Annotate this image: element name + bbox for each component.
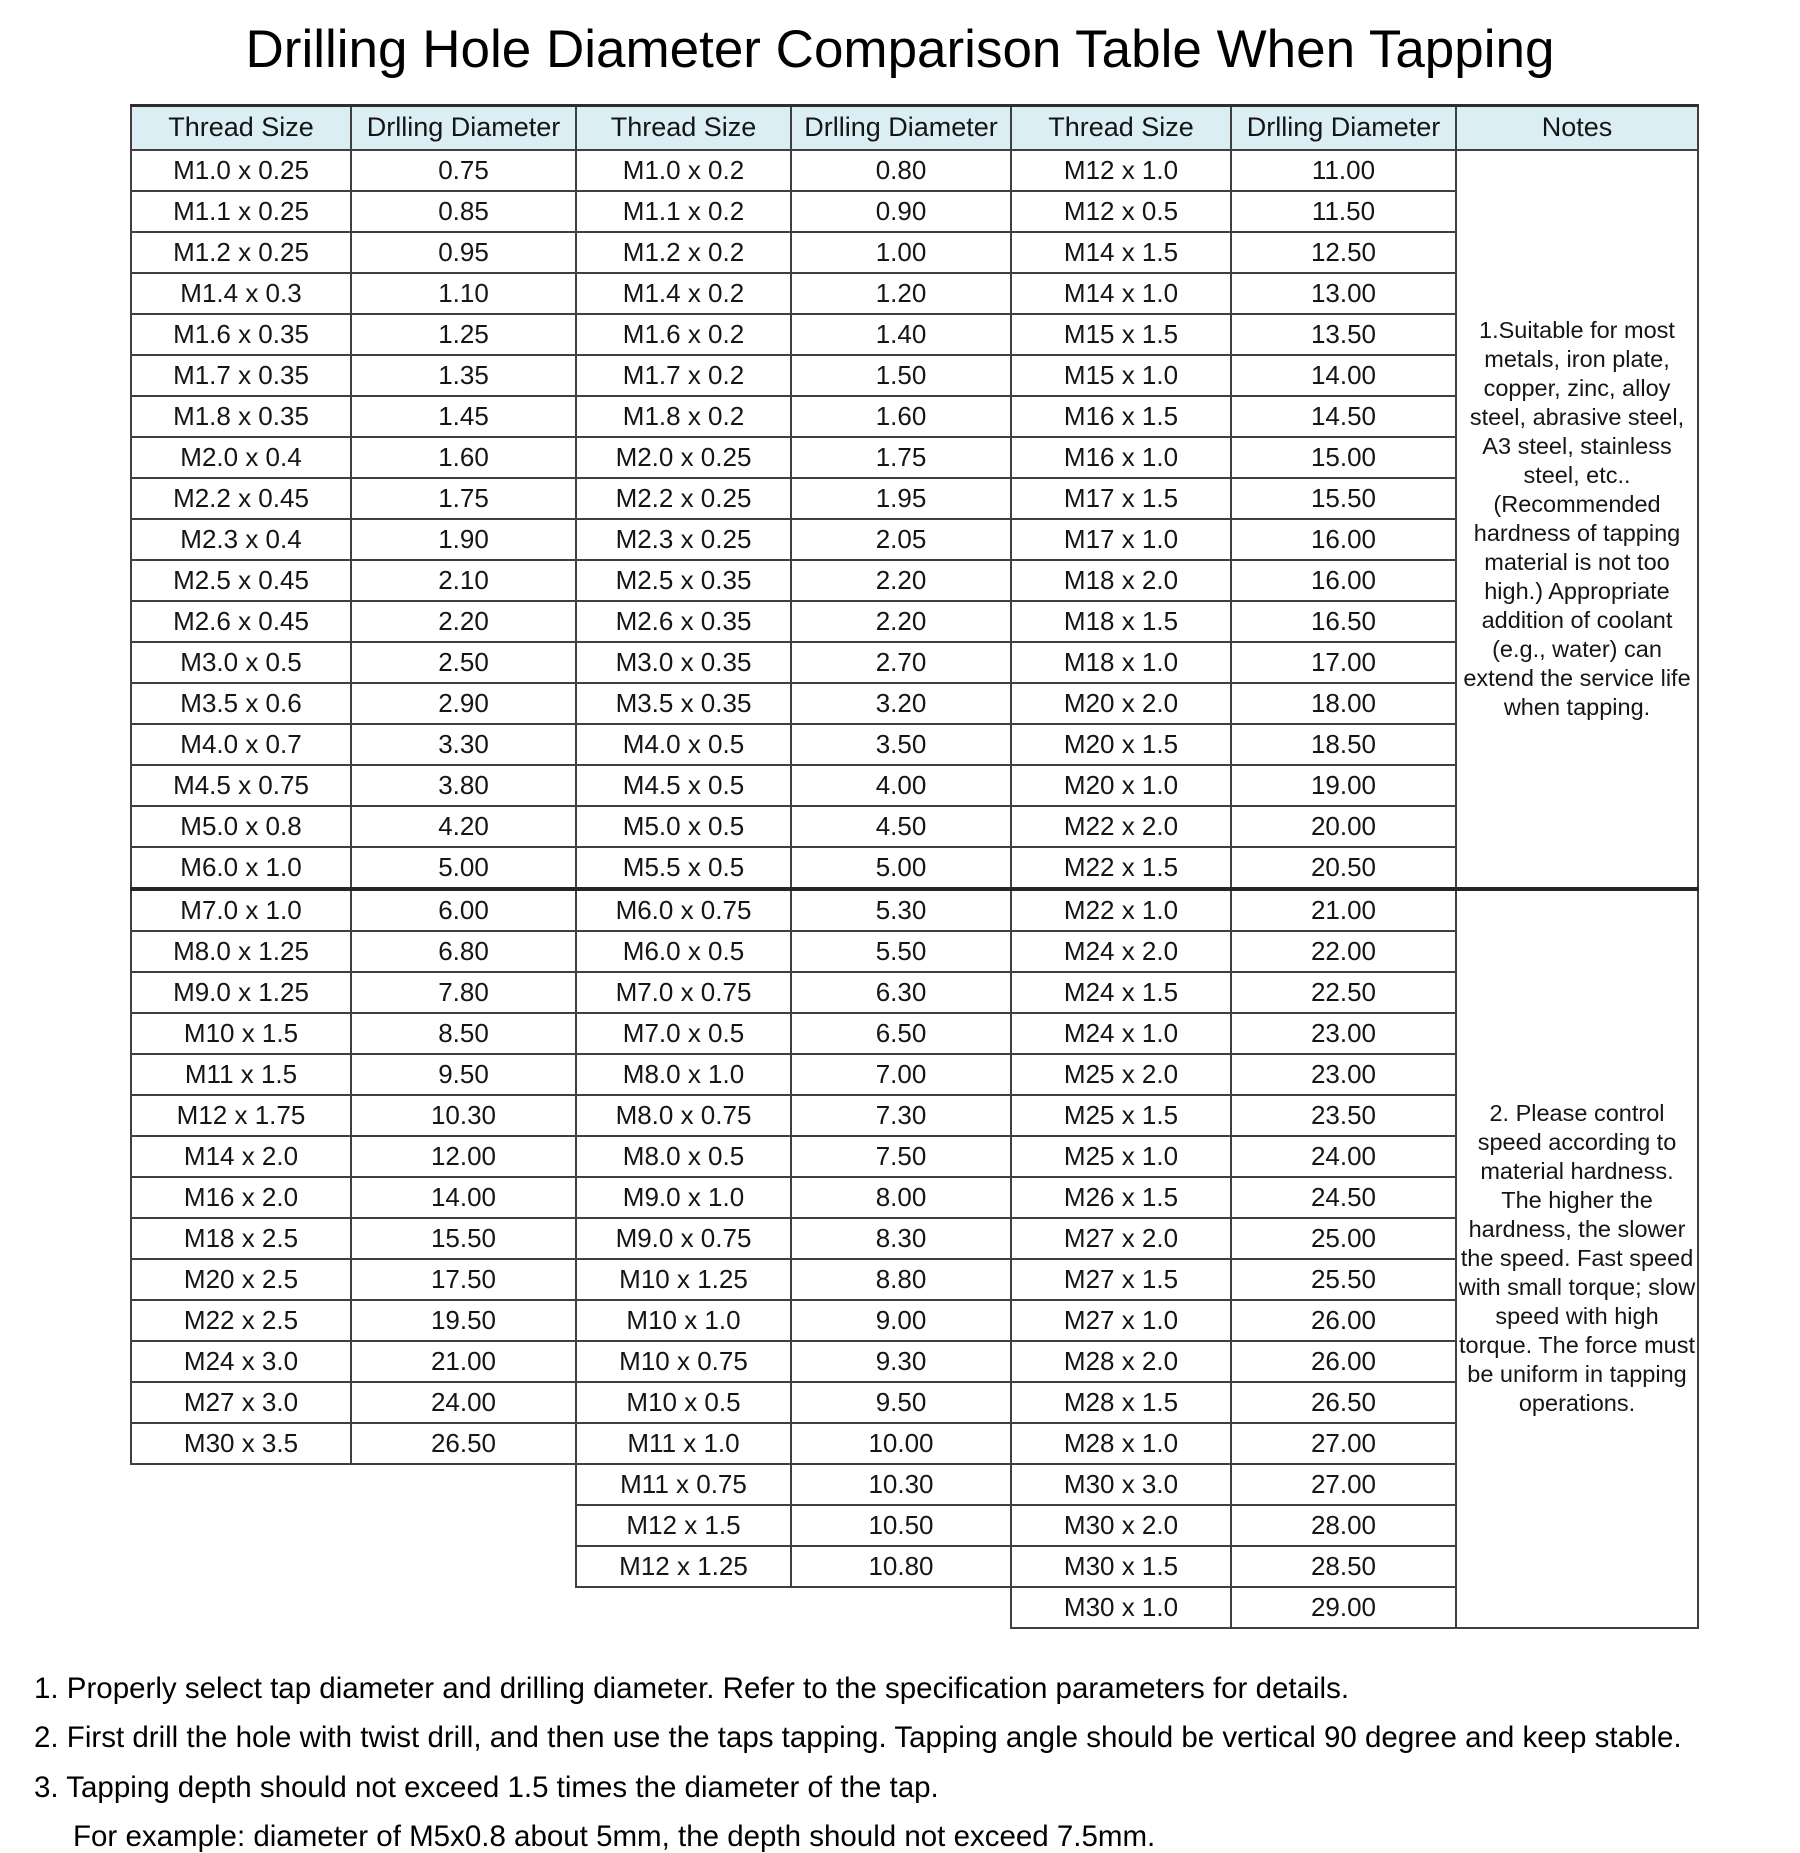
- empty-cell: [131, 1587, 351, 1628]
- drill-diameter-cell: 4.00: [791, 765, 1011, 806]
- drill-diameter-cell: 25.50: [1231, 1259, 1456, 1300]
- thread-size-cell: M30 x 3.0: [1011, 1464, 1231, 1505]
- drill-diameter-cell: 16.50: [1231, 601, 1456, 642]
- drill-diameter-cell: 1.75: [791, 437, 1011, 478]
- thread-size-cell: M11 x 1.5: [131, 1054, 351, 1095]
- drill-diameter-cell: 23.50: [1231, 1095, 1456, 1136]
- thread-size-cell: M14 x 1.5: [1011, 232, 1231, 273]
- thread-size-cell: M24 x 3.0: [131, 1341, 351, 1382]
- thread-size-cell: M18 x 2.0: [1011, 560, 1231, 601]
- page-title: Drilling Hole Diameter Comparison Table When Tapping: [245, 20, 1555, 79]
- drill-diameter-cell: 7.00: [791, 1054, 1011, 1095]
- thread-size-cell: M1.7 x 0.35: [131, 355, 351, 396]
- thread-size-cell: M12 x 1.0: [1011, 150, 1231, 191]
- drill-diameter-cell: 18.00: [1231, 683, 1456, 724]
- thread-size-cell: M26 x 1.5: [1011, 1177, 1231, 1218]
- drill-diameter-cell: 2.70: [791, 642, 1011, 683]
- drill-diameter-cell: 19.00: [1231, 765, 1456, 806]
- thread-size-cell: M30 x 2.0: [1011, 1505, 1231, 1546]
- thread-size-cell: M1.1 x 0.2: [576, 191, 791, 232]
- thread-size-cell: M1.4 x 0.3: [131, 273, 351, 314]
- drill-diameter-cell: 3.80: [351, 765, 576, 806]
- empty-cell: [791, 1587, 1011, 1628]
- thread-size-cell: M17 x 1.5: [1011, 478, 1231, 519]
- table-row: [131, 889, 1698, 931]
- thread-size-cell: M1.0 x 0.25: [131, 150, 351, 191]
- thread-size-cell: M4.5 x 0.75: [131, 765, 351, 806]
- drill-diameter-cell: 12.50: [1231, 232, 1456, 273]
- drill-diameter-cell: 1.35: [351, 355, 576, 396]
- thread-size-cell: M16 x 1.5: [1011, 396, 1231, 437]
- thread-size-cell: M25 x 1.5: [1011, 1095, 1231, 1136]
- thread-size-cell: M1.4 x 0.2: [576, 273, 791, 314]
- thread-size-cell: M1.2 x 0.25: [131, 232, 351, 273]
- drill-diameter-cell: 27.00: [1231, 1464, 1456, 1505]
- drill-diameter-cell: 22.00: [1231, 931, 1456, 972]
- drill-diameter-cell: 1.45: [351, 396, 576, 437]
- drill-diameter-cell: 10.30: [351, 1095, 576, 1136]
- drill-diameter-cell: 1.60: [791, 396, 1011, 437]
- thread-size-cell: M20 x 2.5: [131, 1259, 351, 1300]
- thread-size-cell: M9.0 x 1.25: [131, 972, 351, 1013]
- thread-size-cell: M2.3 x 0.4: [131, 519, 351, 560]
- drill-diameter-cell: 10.80: [791, 1546, 1011, 1587]
- thread-size-cell: M5.0 x 0.5: [576, 806, 791, 847]
- drill-diameter-cell: 13.50: [1231, 314, 1456, 355]
- thread-size-cell: M1.7 x 0.2: [576, 355, 791, 396]
- drill-diameter-cell: 5.50: [791, 931, 1011, 972]
- thread-size-cell: M3.5 x 0.6: [131, 683, 351, 724]
- drill-diameter-cell: 14.00: [1231, 355, 1456, 396]
- drill-diameter-cell: 8.50: [351, 1013, 576, 1054]
- drill-diameter-cell: 7.30: [791, 1095, 1011, 1136]
- thread-size-cell: M27 x 3.0: [131, 1382, 351, 1423]
- empty-cell: [131, 1505, 351, 1546]
- drill-diameter-cell: 2.10: [351, 560, 576, 601]
- drill-diameter-cell: 22.50: [1231, 972, 1456, 1013]
- thread-size-cell: M3.0 x 0.35: [576, 642, 791, 683]
- drill-diameter-cell: 4.20: [351, 806, 576, 847]
- thread-size-cell: M22 x 1.5: [1011, 847, 1231, 889]
- thread-size-cell: M11 x 0.75: [576, 1464, 791, 1505]
- drill-diameter-cell: 1.00: [791, 232, 1011, 273]
- thread-size-cell: M7.0 x 0.5: [576, 1013, 791, 1054]
- drill-diameter-cell: 28.00: [1231, 1505, 1456, 1546]
- drill-diameter-cell: 8.30: [791, 1218, 1011, 1259]
- drill-diameter-cell: 25.00: [1231, 1218, 1456, 1259]
- empty-cell: [576, 1587, 791, 1628]
- drill-diameter-cell: 2.20: [791, 560, 1011, 601]
- thread-size-cell: M14 x 1.0: [1011, 273, 1231, 314]
- thread-size-cell: M20 x 2.0: [1011, 683, 1231, 724]
- column-header: Notes: [1456, 105, 1698, 150]
- drill-diameter-cell: 0.95: [351, 232, 576, 273]
- thread-size-cell: M18 x 1.0: [1011, 642, 1231, 683]
- column-header: Thread Size: [576, 105, 791, 150]
- drill-diameter-cell: 6.00: [351, 889, 576, 931]
- column-header: Drlling Diameter: [1231, 105, 1456, 150]
- drill-diameter-cell: 6.80: [351, 931, 576, 972]
- footnote-1: 1. Properly select tap diameter and drilling diameter. Refer to the specification parameters for details.: [34, 1671, 1350, 1705]
- thread-size-cell: M18 x 2.5: [131, 1218, 351, 1259]
- drill-diameter-cell: 13.00: [1231, 273, 1456, 314]
- thread-size-cell: M28 x 1.0: [1011, 1423, 1231, 1464]
- thread-size-cell: M12 x 1.25: [576, 1546, 791, 1587]
- column-header: Thread Size: [1011, 105, 1231, 150]
- thread-size-cell: M2.5 x 0.35: [576, 560, 791, 601]
- thread-size-cell: M2.3 x 0.25: [576, 519, 791, 560]
- footnote-3: 3. Tapping depth should not exceed 1.5 times the diameter of the tap.: [34, 1770, 939, 1804]
- drill-diameter-cell: 15.50: [1231, 478, 1456, 519]
- thread-size-cell: M9.0 x 0.75: [576, 1218, 791, 1259]
- thread-size-cell: M10 x 0.75: [576, 1341, 791, 1382]
- drill-diameter-cell: 26.00: [1231, 1341, 1456, 1382]
- empty-cell: [131, 1546, 351, 1587]
- thread-size-cell: M10 x 1.5: [131, 1013, 351, 1054]
- drill-diameter-cell: 14.50: [1231, 396, 1456, 437]
- thread-size-cell: M3.5 x 0.35: [576, 683, 791, 724]
- thread-size-cell: M10 x 0.5: [576, 1382, 791, 1423]
- thread-size-cell: M6.0 x 0.75: [576, 889, 791, 931]
- drill-diameter-cell: 8.00: [791, 1177, 1011, 1218]
- thread-size-cell: M6.0 x 0.5: [576, 931, 791, 972]
- drill-diameter-cell: 0.75: [351, 150, 576, 191]
- header-row: [131, 105, 1698, 150]
- thread-size-cell: M28 x 2.0: [1011, 1341, 1231, 1382]
- thread-size-cell: M25 x 1.0: [1011, 1136, 1231, 1177]
- drill-diameter-cell: 7.50: [791, 1136, 1011, 1177]
- thread-size-cell: M2.6 x 0.35: [576, 601, 791, 642]
- drill-diameter-cell: 11.00: [1231, 150, 1456, 191]
- drill-diameter-cell: 11.50: [1231, 191, 1456, 232]
- thread-size-cell: M10 x 1.25: [576, 1259, 791, 1300]
- drill-diameter-cell: 18.50: [1231, 724, 1456, 765]
- thread-size-cell: M7.0 x 0.75: [576, 972, 791, 1013]
- thread-size-cell: M8.0 x 1.25: [131, 931, 351, 972]
- drill-diameter-cell: 23.00: [1231, 1013, 1456, 1054]
- thread-size-cell: M4.0 x 0.7: [131, 724, 351, 765]
- drill-diameter-cell: 1.25: [351, 314, 576, 355]
- thread-size-cell: M2.5 x 0.45: [131, 560, 351, 601]
- drill-diameter-cell: 9.50: [791, 1382, 1011, 1423]
- drill-diameter-cell: 29.00: [1231, 1587, 1456, 1628]
- drill-diameter-cell: 6.50: [791, 1013, 1011, 1054]
- drill-diameter-cell: 12.00: [351, 1136, 576, 1177]
- thread-size-cell: M9.0 x 1.0: [576, 1177, 791, 1218]
- thread-size-cell: M1.6 x 0.2: [576, 314, 791, 355]
- drill-diameter-cell: 17.00: [1231, 642, 1456, 683]
- drill-diameter-cell: 0.85: [351, 191, 576, 232]
- thread-size-cell: M2.2 x 0.25: [576, 478, 791, 519]
- comparison-table: [130, 104, 1699, 1629]
- drill-diameter-cell: 2.50: [351, 642, 576, 683]
- drill-diameter-cell: 24.50: [1231, 1177, 1456, 1218]
- thread-size-cell: M28 x 1.5: [1011, 1382, 1231, 1423]
- drill-diameter-cell: 21.00: [1231, 889, 1456, 931]
- column-header: Thread Size: [131, 105, 351, 150]
- empty-cell: [351, 1464, 576, 1505]
- thread-size-cell: M30 x 1.0: [1011, 1587, 1231, 1628]
- drill-diameter-cell: 15.00: [1231, 437, 1456, 478]
- thread-size-cell: M1.0 x 0.2: [576, 150, 791, 191]
- thread-size-cell: M10 x 1.0: [576, 1300, 791, 1341]
- thread-size-cell: M8.0 x 0.5: [576, 1136, 791, 1177]
- drill-diameter-cell: 1.20: [791, 273, 1011, 314]
- thread-size-cell: M3.0 x 0.5: [131, 642, 351, 683]
- drill-diameter-cell: 9.00: [791, 1300, 1011, 1341]
- drill-diameter-cell: 26.50: [351, 1423, 576, 1464]
- drill-diameter-cell: 24.00: [351, 1382, 576, 1423]
- thread-size-cell: M14 x 2.0: [131, 1136, 351, 1177]
- thread-size-cell: M20 x 1.5: [1011, 724, 1231, 765]
- drill-diameter-cell: 21.00: [351, 1341, 576, 1382]
- thread-size-cell: M11 x 1.0: [576, 1423, 791, 1464]
- drill-diameter-cell: 9.30: [791, 1341, 1011, 1382]
- drill-diameter-cell: 7.80: [351, 972, 576, 1013]
- thread-size-cell: M30 x 1.5: [1011, 1546, 1231, 1587]
- thread-size-cell: M1.8 x 0.2: [576, 396, 791, 437]
- thread-size-cell: M8.0 x 1.0: [576, 1054, 791, 1095]
- empty-cell: [131, 1464, 351, 1505]
- thread-size-cell: M6.0 x 1.0: [131, 847, 351, 889]
- thread-size-cell: M22 x 1.0: [1011, 889, 1231, 931]
- drill-diameter-cell: 3.20: [791, 683, 1011, 724]
- thread-size-cell: M18 x 1.5: [1011, 601, 1231, 642]
- thread-size-cell: M2.0 x 0.4: [131, 437, 351, 478]
- drill-diameter-cell: 26.00: [1231, 1300, 1456, 1341]
- drill-diameter-cell: 27.00: [1231, 1423, 1456, 1464]
- thread-size-cell: M5.5 x 0.5: [576, 847, 791, 889]
- notes-cell: 2. Please control speed according to material hardness. The higher the hardness, the slower the speed. Fast speed with small torque; slow speed with high torque. The force must be uniform in tapping operations.: [1456, 889, 1698, 1628]
- drill-diameter-cell: 1.60: [351, 437, 576, 478]
- empty-cell: [351, 1587, 576, 1628]
- drill-diameter-cell: 23.00: [1231, 1054, 1456, 1095]
- thread-size-cell: M2.6 x 0.45: [131, 601, 351, 642]
- drill-diameter-cell: 16.00: [1231, 519, 1456, 560]
- thread-size-cell: M4.5 x 0.5: [576, 765, 791, 806]
- thread-size-cell: M1.1 x 0.25: [131, 191, 351, 232]
- drill-diameter-cell: 14.00: [351, 1177, 576, 1218]
- drill-diameter-cell: 3.50: [791, 724, 1011, 765]
- thread-size-cell: M24 x 1.0: [1011, 1013, 1231, 1054]
- thread-size-cell: M12 x 0.5: [1011, 191, 1231, 232]
- drill-diameter-cell: 3.30: [351, 724, 576, 765]
- drill-diameter-cell: 10.30: [791, 1464, 1011, 1505]
- thread-size-cell: M1.2 x 0.2: [576, 232, 791, 273]
- drill-diameter-cell: 1.90: [351, 519, 576, 560]
- column-header: Drlling Diameter: [791, 105, 1011, 150]
- drill-diameter-cell: 5.30: [791, 889, 1011, 931]
- drill-diameter-cell: 1.40: [791, 314, 1011, 355]
- drill-diameter-cell: 16.00: [1231, 560, 1456, 601]
- drill-diameter-cell: 26.50: [1231, 1382, 1456, 1423]
- thread-size-cell: M27 x 1.5: [1011, 1259, 1231, 1300]
- thread-size-cell: M16 x 1.0: [1011, 437, 1231, 478]
- drill-diameter-cell: 9.50: [351, 1054, 576, 1095]
- drill-diameter-cell: 20.50: [1231, 847, 1456, 889]
- thread-size-cell: M8.0 x 0.75: [576, 1095, 791, 1136]
- empty-cell: [351, 1546, 576, 1587]
- thread-size-cell: M15 x 1.5: [1011, 314, 1231, 355]
- drill-diameter-cell: 0.80: [791, 150, 1011, 191]
- drill-diameter-cell: 1.95: [791, 478, 1011, 519]
- thread-size-cell: M7.0 x 1.0: [131, 889, 351, 931]
- drill-diameter-cell: 17.50: [351, 1259, 576, 1300]
- drill-diameter-cell: 0.90: [791, 191, 1011, 232]
- thread-size-cell: M22 x 2.5: [131, 1300, 351, 1341]
- thread-size-cell: M30 x 3.5: [131, 1423, 351, 1464]
- drill-diameter-cell: 28.50: [1231, 1546, 1456, 1587]
- drill-diameter-cell: 5.00: [791, 847, 1011, 889]
- thread-size-cell: M24 x 1.5: [1011, 972, 1231, 1013]
- drill-diameter-cell: 10.00: [791, 1423, 1011, 1464]
- thread-size-cell: M5.0 x 0.8: [131, 806, 351, 847]
- drill-diameter-cell: 2.20: [351, 601, 576, 642]
- empty-cell: [351, 1505, 576, 1546]
- thread-size-cell: M1.8 x 0.35: [131, 396, 351, 437]
- column-header: Drlling Diameter: [351, 105, 576, 150]
- notes-cell: 1.Suitable for most metals, iron plate, copper, zinc, alloy steel, abrasive steel, A3 steel, stainless steel, etc..(Recommended hardness of tapping material is not too high.) Appropriate addition of coolant (e.g., water) can extend the service life when tapping.: [1456, 150, 1698, 889]
- drill-diameter-cell: 2.05: [791, 519, 1011, 560]
- thread-size-cell: M12 x 1.75: [131, 1095, 351, 1136]
- thread-size-cell: M24 x 2.0: [1011, 931, 1231, 972]
- thread-size-cell: M1.6 x 0.35: [131, 314, 351, 355]
- thread-size-cell: M22 x 2.0: [1011, 806, 1231, 847]
- table-row: [131, 150, 1698, 191]
- thread-size-cell: M16 x 2.0: [131, 1177, 351, 1218]
- drill-diameter-cell: 8.80: [791, 1259, 1011, 1300]
- drill-diameter-cell: 1.75: [351, 478, 576, 519]
- drill-diameter-cell: 5.00: [351, 847, 576, 889]
- footnotes: [34, 1673, 1800, 1853]
- thread-size-cell: M25 x 2.0: [1011, 1054, 1231, 1095]
- thread-size-cell: M4.0 x 0.5: [576, 724, 791, 765]
- drill-diameter-cell: 2.90: [351, 683, 576, 724]
- comparison-table-body: [131, 150, 1698, 1628]
- drill-diameter-cell: 15.50: [351, 1218, 576, 1259]
- drill-diameter-cell: 24.00: [1231, 1136, 1456, 1177]
- thread-size-cell: M12 x 1.5: [576, 1505, 791, 1546]
- drill-diameter-cell: 19.50: [351, 1300, 576, 1341]
- thread-size-cell: M2.2 x 0.45: [131, 478, 351, 519]
- thread-size-cell: M27 x 2.0: [1011, 1218, 1231, 1259]
- thread-size-cell: M15 x 1.0: [1011, 355, 1231, 396]
- footnote-example: For example: diameter of M5x0.8 about 5mm, the depth should not exceed 7.5mm.: [73, 1819, 1156, 1853]
- drill-diameter-cell: 1.50: [791, 355, 1011, 396]
- drill-diameter-cell: 20.00: [1231, 806, 1456, 847]
- thread-size-cell: M20 x 1.0: [1011, 765, 1231, 806]
- thread-size-cell: M2.0 x 0.25: [576, 437, 791, 478]
- thread-size-cell: M17 x 1.0: [1011, 519, 1231, 560]
- drill-diameter-cell: 4.50: [791, 806, 1011, 847]
- drill-diameter-cell: 6.30: [791, 972, 1011, 1013]
- footnote-2: 2. First drill the hole with twist drill, and then use the taps tapping. Tapping angle should be vertical 90 degree and keep stable.: [34, 1721, 1682, 1755]
- thread-size-cell: M27 x 1.0: [1011, 1300, 1231, 1341]
- drill-diameter-cell: 2.20: [791, 601, 1011, 642]
- drill-diameter-cell: 10.50: [791, 1505, 1011, 1546]
- drill-diameter-cell: 1.10: [351, 273, 576, 314]
